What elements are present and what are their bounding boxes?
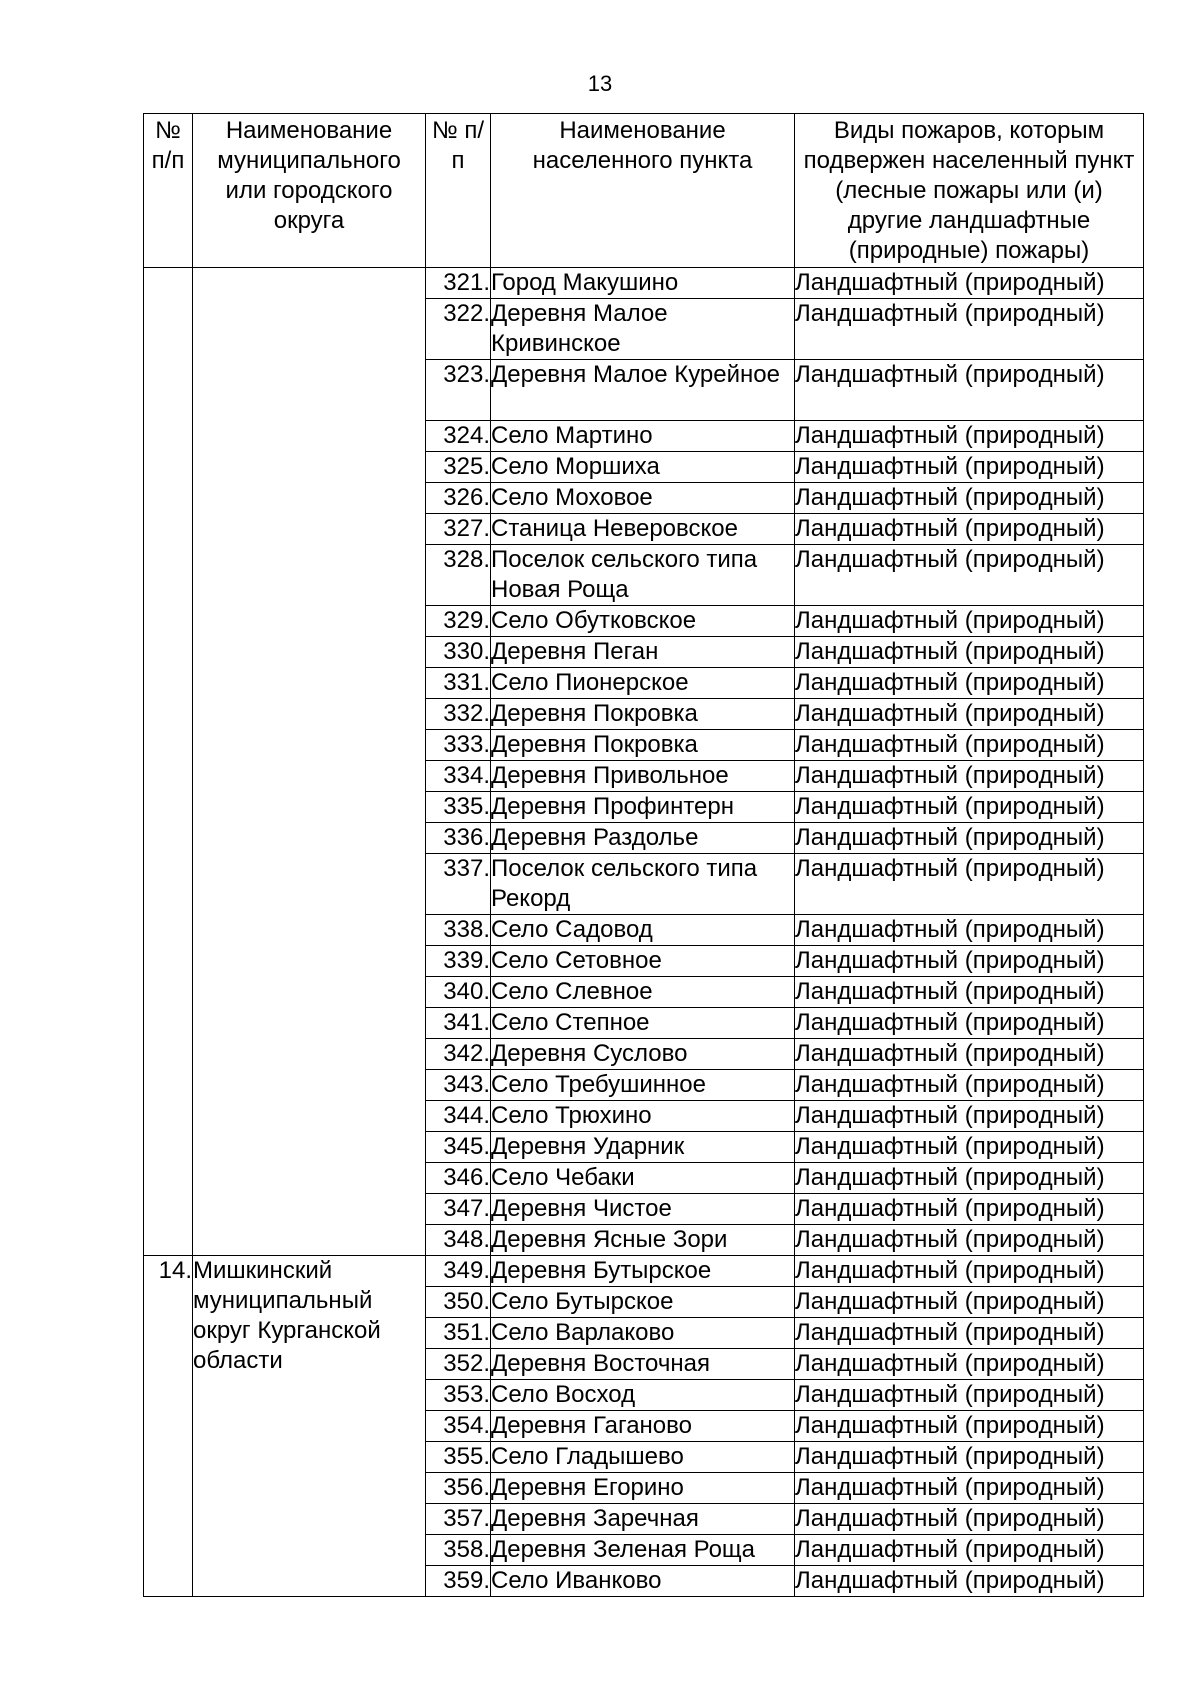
- fire-type: Ландшафтный (природный): [795, 545, 1144, 606]
- settlement-name: Село Обутковское: [491, 606, 795, 637]
- settlement-number: 343.: [426, 1070, 491, 1101]
- fire-type: Ландшафтный (природный): [795, 823, 1144, 854]
- settlement-number: 348.: [426, 1225, 491, 1256]
- fire-type: Ландшафтный (природный): [795, 1473, 1144, 1504]
- header-col-settlement-number: № п/п: [426, 114, 491, 268]
- settlement-name: Деревня Малое Курейное: [491, 360, 795, 421]
- fire-type: Ландшафтный (природный): [795, 1287, 1144, 1318]
- fire-type: Ландшафтный (природный): [795, 854, 1144, 915]
- settlement-name: Деревня Малое Кривинское: [491, 299, 795, 360]
- settlement-name: Село Гладышево: [491, 1442, 795, 1473]
- settlement-name: Поселок сельского типа Рекорд: [491, 854, 795, 915]
- fire-type: Ландшафтный (природный): [795, 1070, 1144, 1101]
- fire-type: Ландшафтный (природный): [795, 730, 1144, 761]
- fire-type: Ландшафтный (природный): [795, 915, 1144, 946]
- fire-type: Ландшафтный (природный): [795, 1566, 1144, 1597]
- municipality-number: [144, 268, 193, 1256]
- settlement-name: Деревня Пеган: [491, 637, 795, 668]
- settlement-number: 356.: [426, 1473, 491, 1504]
- settlement-name: Село Степное: [491, 1008, 795, 1039]
- fire-type: Ландшафтный (природный): [795, 1194, 1144, 1225]
- municipality-name: [193, 268, 426, 1256]
- settlement-number: 338.: [426, 915, 491, 946]
- fire-type: Ландшафтный (природный): [795, 483, 1144, 514]
- settlement-name: Село Трюхино: [491, 1101, 795, 1132]
- settlement-number: 337.: [426, 854, 491, 915]
- settlement-name: Деревня Восточная: [491, 1349, 795, 1380]
- fire-type: Ландшафтный (природный): [795, 1411, 1144, 1442]
- settlement-number: 336.: [426, 823, 491, 854]
- settlement-name: Село Моршиха: [491, 452, 795, 483]
- settlement-number: 339.: [426, 946, 491, 977]
- settlement-number: 341.: [426, 1008, 491, 1039]
- page-number: 13: [587, 71, 613, 96]
- settlement-number: 340.: [426, 977, 491, 1008]
- header-col-number: № п/п: [144, 114, 193, 268]
- settlement-number: 347.: [426, 1194, 491, 1225]
- fire-type: Ландшафтный (природный): [795, 1256, 1144, 1287]
- fire-type: Ландшафтный (природный): [795, 977, 1144, 1008]
- fire-type: Ландшафтный (природный): [795, 637, 1144, 668]
- settlement-name: Село Требушинное: [491, 1070, 795, 1101]
- fire-type: Ландшафтный (природный): [795, 606, 1144, 637]
- fire-type: Ландшафтный (природный): [795, 1504, 1144, 1535]
- settlement-number: 324.: [426, 421, 491, 452]
- fire-type: Ландшафтный (природный): [795, 421, 1144, 452]
- table-row: [144, 268, 1144, 299]
- settlement-name: Деревня Профинтерн: [491, 792, 795, 823]
- table-row: [144, 1256, 1144, 1287]
- fire-type: Ландшафтный (природный): [795, 668, 1144, 699]
- fire-type: Ландшафтный (природный): [795, 1318, 1144, 1349]
- settlement-number: 333.: [426, 730, 491, 761]
- settlement-name: Деревня Суслово: [491, 1039, 795, 1070]
- settlement-name: Город Макушино: [491, 268, 795, 299]
- settlement-number: 342.: [426, 1039, 491, 1070]
- settlement-number: 327.: [426, 514, 491, 545]
- settlement-number: 351.: [426, 1318, 491, 1349]
- settlement-number: 321.: [426, 268, 491, 299]
- settlement-name: Деревня Привольное: [491, 761, 795, 792]
- settlement-name: Село Сетовное: [491, 946, 795, 977]
- settlements-table: [143, 113, 1144, 1597]
- header-col-fire-types: Виды пожаров, которым подвержен населенный пункт (лесные пожары или (и) другие ландшафтные (природные) пожары): [795, 114, 1144, 268]
- settlement-name: Станица Неверовское: [491, 514, 795, 545]
- settlement-number: 330.: [426, 637, 491, 668]
- settlement-number: 328.: [426, 545, 491, 606]
- settlement-name: Село Садовод: [491, 915, 795, 946]
- settlement-name: Деревня Зеленая Роща: [491, 1535, 795, 1566]
- fire-type: Ландшафтный (природный): [795, 1442, 1144, 1473]
- settlement-name: Село Варлаково: [491, 1318, 795, 1349]
- fire-type: Ландшафтный (природный): [795, 1380, 1144, 1411]
- settlement-number: 335.: [426, 792, 491, 823]
- settlement-number: 345.: [426, 1132, 491, 1163]
- settlement-name: Село Слевное: [491, 977, 795, 1008]
- settlement-number: 329.: [426, 606, 491, 637]
- settlement-name: Село Моховое: [491, 483, 795, 514]
- fire-type: Ландшафтный (природный): [795, 1535, 1144, 1566]
- settlement-name: Село Бутырское: [491, 1287, 795, 1318]
- table-body: [144, 268, 1144, 1597]
- settlement-number: 357.: [426, 1504, 491, 1535]
- fire-type: Ландшафтный (природный): [795, 268, 1144, 299]
- header-col-settlement-name: Наименование населенного пункта: [491, 114, 795, 268]
- fire-type: Ландшафтный (природный): [795, 1008, 1144, 1039]
- fire-type: Ландшафтный (природный): [795, 699, 1144, 730]
- settlement-name: Деревня Раздолье: [491, 823, 795, 854]
- fire-type: Ландшафтный (природный): [795, 761, 1144, 792]
- fire-type: Ландшафтный (природный): [795, 1039, 1144, 1070]
- fire-type: Ландшафтный (природный): [795, 1225, 1144, 1256]
- settlement-number: 359.: [426, 1566, 491, 1597]
- fire-type: Ландшафтный (природный): [795, 360, 1144, 421]
- settlement-number: 346.: [426, 1163, 491, 1194]
- municipality-name: Мишкинский муниципальный округ Курганской области: [193, 1256, 426, 1597]
- settlement-name: Село Восход: [491, 1380, 795, 1411]
- settlement-number: 332.: [426, 699, 491, 730]
- settlement-number: 331.: [426, 668, 491, 699]
- table-header-row: [144, 114, 1144, 268]
- fire-type: Ландшафтный (природный): [795, 1132, 1144, 1163]
- settlement-number: 325.: [426, 452, 491, 483]
- settlement-number: 349.: [426, 1256, 491, 1287]
- fire-type: Ландшафтный (природный): [795, 946, 1144, 977]
- settlement-number: 354.: [426, 1411, 491, 1442]
- settlement-number: 350.: [426, 1287, 491, 1318]
- settlement-name: Деревня Чистое: [491, 1194, 795, 1225]
- settlement-number: 344.: [426, 1101, 491, 1132]
- settlement-name: Деревня Ясные Зори: [491, 1225, 795, 1256]
- municipality-number: 14.: [144, 1256, 193, 1597]
- settlement-number: 334.: [426, 761, 491, 792]
- fire-type: Ландшафтный (природный): [795, 792, 1144, 823]
- settlement-name: Деревня Бутырское: [491, 1256, 795, 1287]
- settlement-name: Деревня Покровка: [491, 730, 795, 761]
- settlement-name: Деревня Ударник: [491, 1132, 795, 1163]
- settlement-name: Деревня Егорино: [491, 1473, 795, 1504]
- fire-type: Ландшафтный (природный): [795, 299, 1144, 360]
- settlement-number: 358.: [426, 1535, 491, 1566]
- settlement-name: Село Мартино: [491, 421, 795, 452]
- settlement-number: 355.: [426, 1442, 491, 1473]
- settlement-number: 323.: [426, 360, 491, 421]
- settlement-number: 326.: [426, 483, 491, 514]
- settlement-name: Деревня Покровка: [491, 699, 795, 730]
- fire-type: Ландшафтный (природный): [795, 1163, 1144, 1194]
- fire-type: Ландшафтный (природный): [795, 514, 1144, 545]
- settlement-name: Поселок сельского типа Новая Роща: [491, 545, 795, 606]
- settlement-number: 352.: [426, 1349, 491, 1380]
- settlement-name: Деревня Заречная: [491, 1504, 795, 1535]
- fire-type: Ландшафтный (природный): [795, 1349, 1144, 1380]
- settlement-name: Село Иванково: [491, 1566, 795, 1597]
- settlement-name: Деревня Гаганово: [491, 1411, 795, 1442]
- header-col-municipality: Наименование муниципального или городского округа: [193, 114, 426, 268]
- settlement-number: 322.: [426, 299, 491, 360]
- settlement-number: 353.: [426, 1380, 491, 1411]
- fire-type: Ландшафтный (природный): [795, 1101, 1144, 1132]
- settlement-name: Село Чебаки: [491, 1163, 795, 1194]
- settlement-name: Село Пионерское: [491, 668, 795, 699]
- fire-type: Ландшафтный (природный): [795, 452, 1144, 483]
